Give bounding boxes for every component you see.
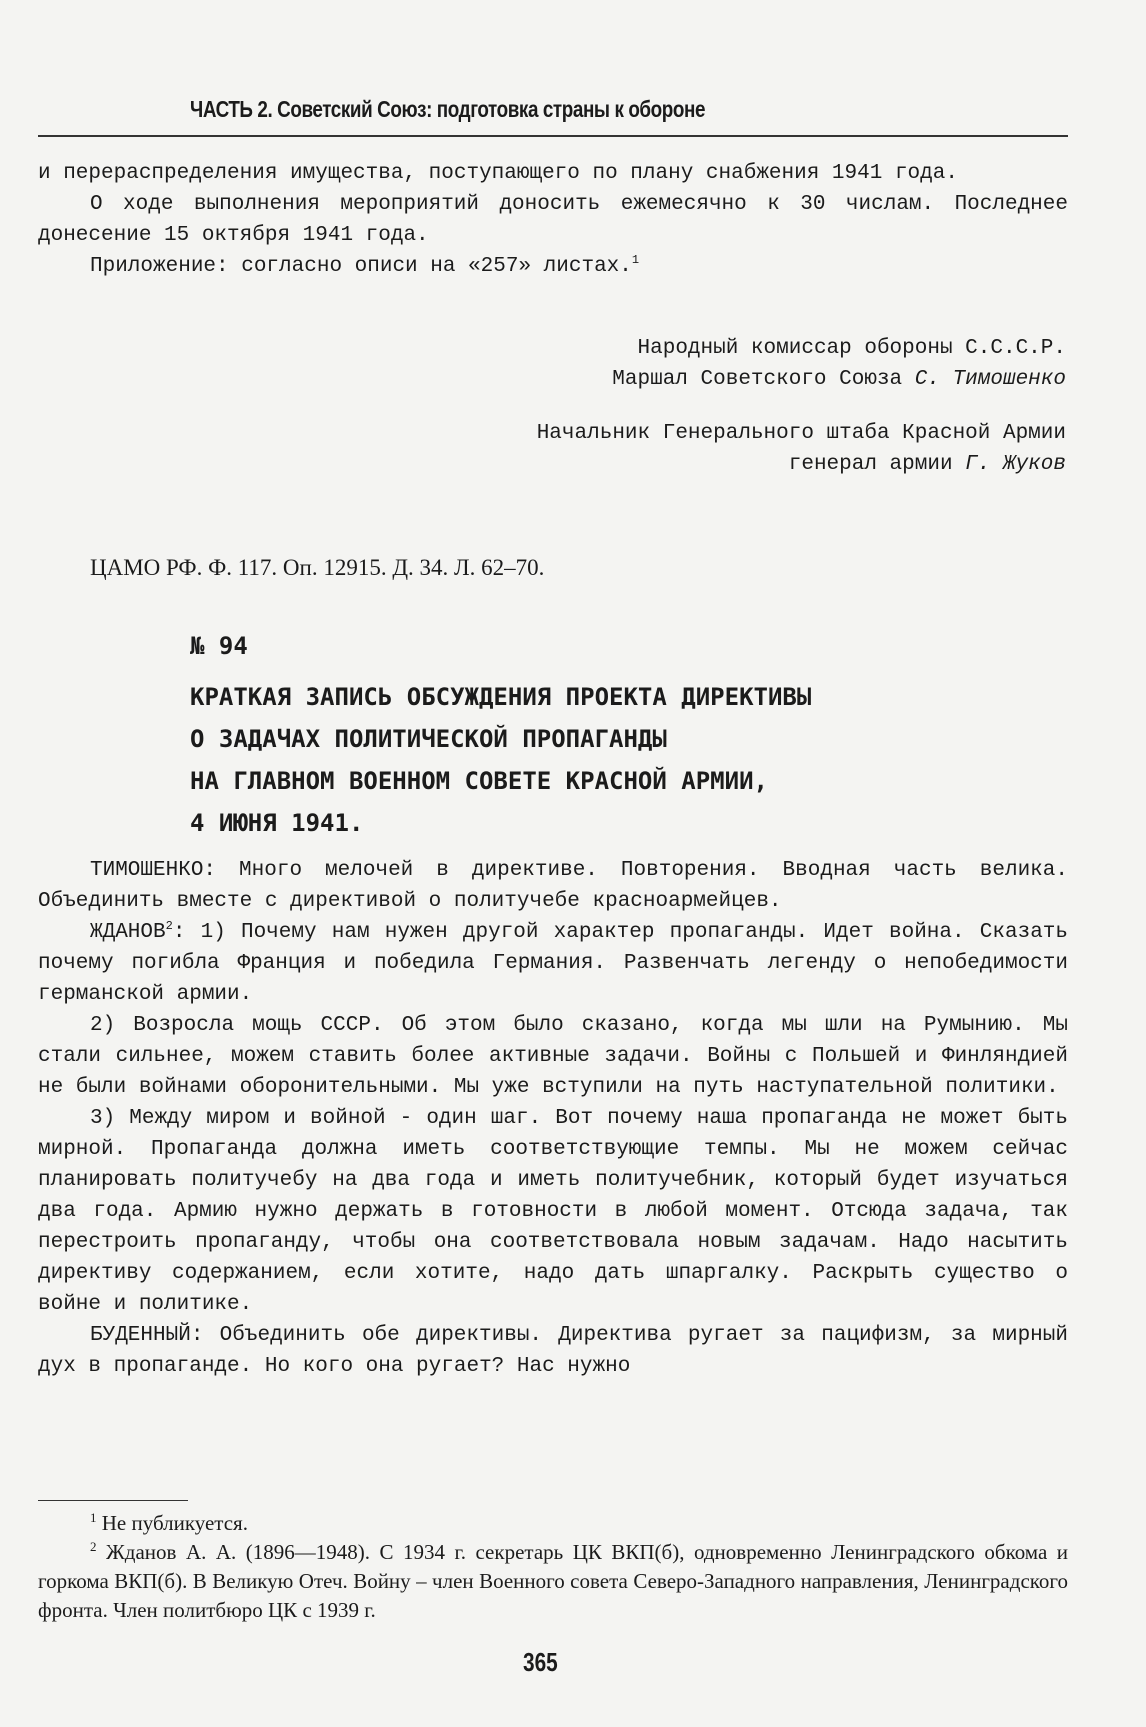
signature-commissar-title: Народный комиссар обороны С.С.С.Р. [637,337,1066,360]
intro-section [38,158,1068,282]
intro-paragraph-2: О ходе выполнения мероприятий доносить ежемесячно к 30 числам. Последнее донесение 15 октября 1941 года. [38,193,1068,247]
signature-rank: генерал армии [788,453,953,476]
footnote-ref-2: 2 [165,919,173,933]
page-number: 365 [523,1647,558,1677]
body-paragraph-zhdanov: ЖДАНОВ$^2$: 1) Почему нам нужен другой характер пропаганды. Идет война. Сказать почему погибла Франция и победила Германия. Развенчать легенду о непобедимости германской армии. [38,919,1068,1006]
archive-reference: ЦАМО РФ. Ф. 117. Оп. 12915. Д. 34. Л. 62–70. [90,555,545,580]
document-title [190,676,811,844]
footnotes [38,1509,1068,1625]
footnote-rule [38,1500,188,1501]
footnote-ref-1: 1 [631,253,640,267]
body-paragraph-timoshenko: ТИМОШЕНКО: Много мелочей в директиве. Повторения. Вводная часть велика. Объединить вместе с директивой о политучебе красноармейцев. [38,859,1068,913]
signature-rank: Маршал Советского Союза [612,368,903,391]
signature-timoshenko [612,364,1066,395]
speaker-name: ТИМОШЕНКО: [90,859,217,882]
footnote-mark: 1 [90,1510,97,1525]
document-title-line: КРАТКАЯ ЗАПИСЬ ОБСУЖДЕНИЯ ПРОЕКТА ДИРЕКТИВЫ [190,683,812,711]
intro-paragraph-1: и перераспределения имущества, поступающего по плану снабжения 1941 года. [38,162,958,185]
body-paragraph-point-3: 3) Между миром и войной - один шаг. Вот почему наша пропаганда не может быть мирной. Пропаганда должна иметь соответствующие темпы. Мы не можем сейчас планировать политучебу на два года и иметь политучебник, который будет изучаться два года. Армию нужно держать в готовности в любой момент. Отсюда задача, так перестроить пропаганду, чтобы она соответствовала новым задачам. Надо насытить директиву содержанием, если хотите, надо дать шпаргалку. Раскрыть существо о войне и политике. [38,1107,1068,1316]
document-number: № 94 [190,632,248,660]
intro-paragraph-3 [38,251,1068,282]
signature-name: Г. Жуков [965,453,1066,476]
speaker-name: БУДЕННЫЙ: [90,1324,204,1347]
document-title-line: 4 ИЮНЯ 1941. [190,809,364,837]
body-section [38,855,1068,1382]
footnote-1: $^1$ Не публикуется. [90,1510,248,1535]
document-title-line: О ЗАДАЧАХ ПОЛИТИЧЕСКОЙ ПРОПАГАНДЫ [190,725,667,753]
body-paragraph-point-2: 2) Возросла мощь СССР. Об этом было сказано, когда мы шли на Румынию. Мы стали сильнее, можем ставить более активные задачи. Войны с Польшей и Финляндией не были войнами оборонительными. Мы уже вступили на путь наступательной политики. [38,1014,1068,1099]
body-paragraph-budenny: БУДЕННЫЙ: Объединить обе директивы. Директива ругает за пацифизм, за мирный дух в пропаганде. Но кого она ругает? Нас нужно [38,1324,1068,1378]
signature-name: С. Тимошенко [914,368,1066,391]
footnote-2: $^2$ Жданов А. А. (1896—1948). С 1934 г. секретарь ЦК ВКП(б), одновременно Ленинградского обкома и горкома ВКП(б). В Великую Отеч. Войну – член Военного совета Северо-Западного направления, Ленинградского фронта. Член политбюро ЦК с 1939 г. [38,1539,1068,1622]
footnote-mark: 2 [90,1539,97,1554]
running-header: ЧАСТЬ 2. Советский Союз: подготовка страны к обороне [190,96,706,122]
signature-chief-title: Начальник Генерального штаба Красной Армии [536,422,1066,445]
signature-zhukov [789,449,1066,480]
appendix-text: Приложение: согласно описи на «257» листах. [90,255,632,278]
document-title-line: НА ГЛАВНОМ ВОЕННОМ СОВЕТЕ КРАСНОЙ АРМИИ, [190,767,768,795]
header-rule [38,135,1068,137]
speaker-name: ЖДАНОВ [90,921,166,944]
